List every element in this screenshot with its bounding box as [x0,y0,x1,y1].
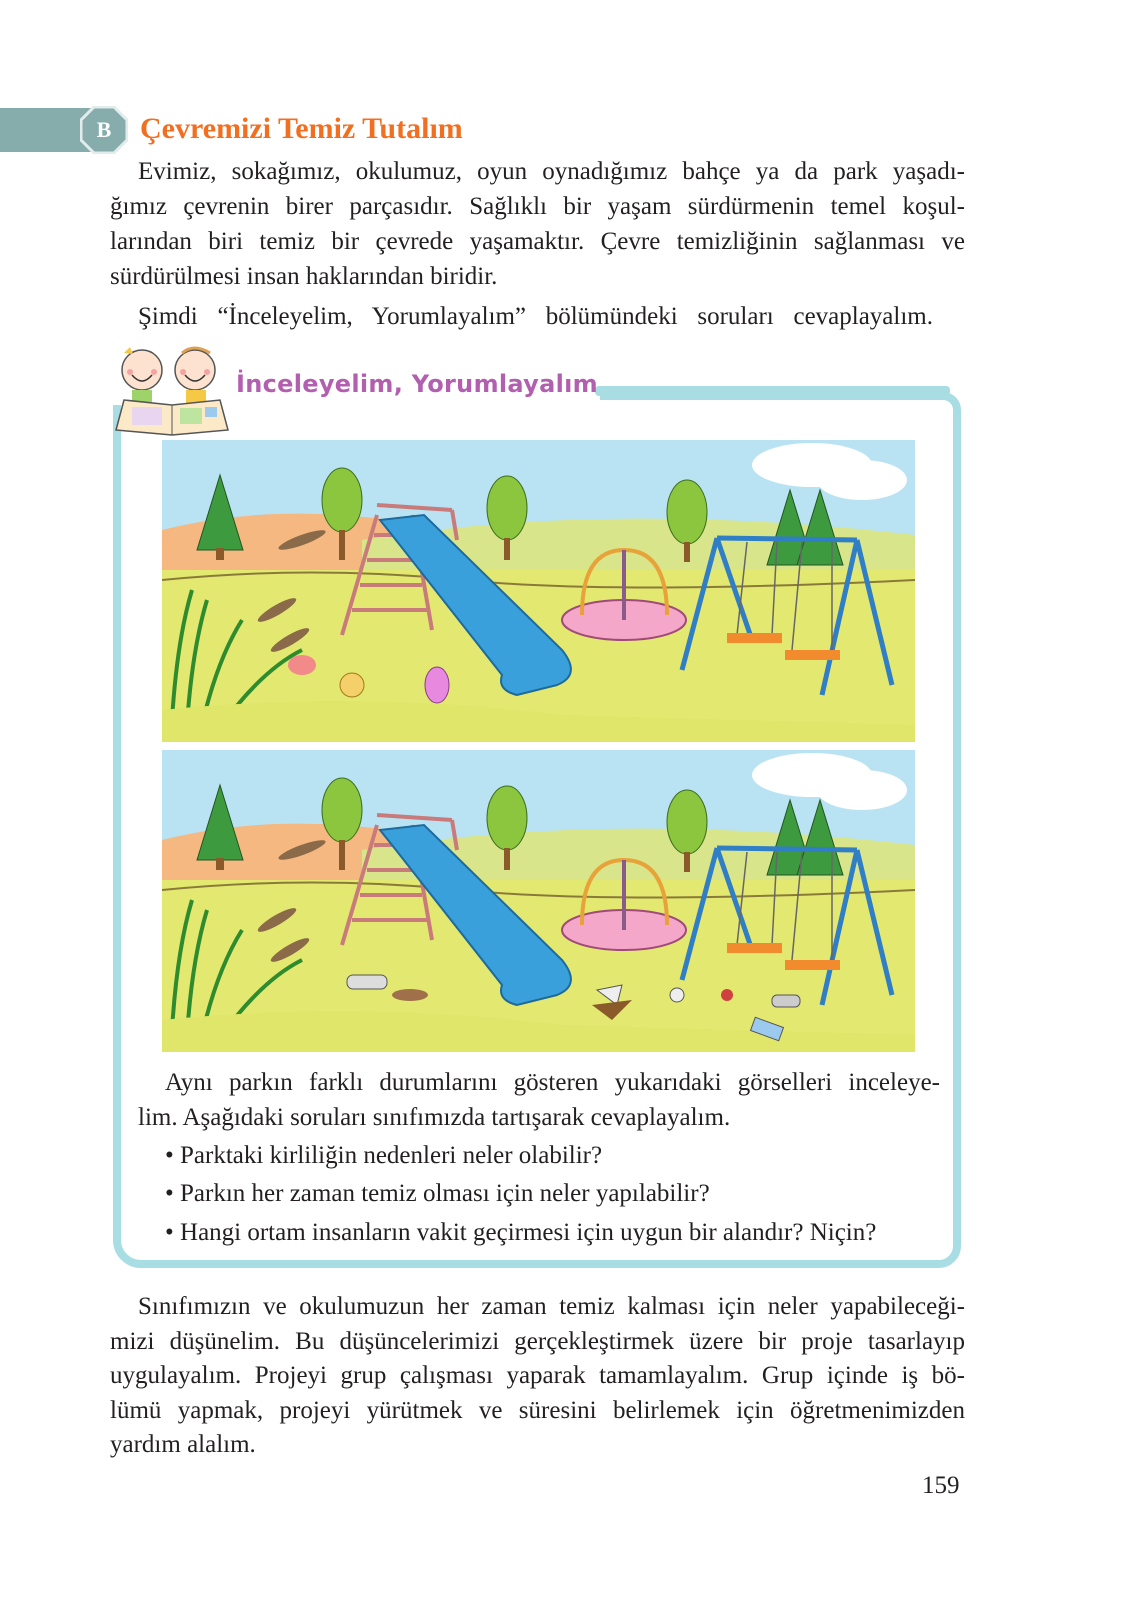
scene-shape [772,995,800,1007]
activity-title: İnceleyelim, Yorumlayalım [236,370,598,398]
section-badge [80,106,128,154]
scene-shape [339,530,345,560]
instruction-line: lim. Aşağıdaki soruları sınıfımızda tartışarak cevaplayalım. [138,1104,731,1131]
scene-shape [504,538,510,560]
swing-seat [785,960,840,970]
scene-shape [216,858,224,870]
scene-shape [288,655,316,675]
butterfly [288,655,316,675]
scene-shape [340,673,364,697]
intro-line: ğımız çevrenin birer parçasıdır. Sağlıklı bir yaşam sürdürmenin temel koşul- [110,193,965,220]
scene-shape [684,852,690,872]
intro-followup: Şimdi “İnceleyelim, Yorumlayalım” bölümündeki soruları cevaplayalım. [138,303,933,330]
scene-shape [487,786,527,850]
scene-shape [425,667,449,703]
bullet: • [165,1180,174,1207]
scene-shape [487,476,527,540]
scene-shape [322,468,362,532]
butterfly [425,667,449,703]
scene-shape [504,848,510,870]
scene-shape [717,538,857,540]
closing-line: yardım alalım. [110,1431,256,1458]
butterfly [340,673,364,697]
swing-seat [727,943,782,953]
question-text: Parkın her zaman temiz olması için neler yapılabilir? [180,1180,710,1207]
question-text: Hangi ortam insanların vakit geçirmesi için uygun bir alandır? Niçin? [180,1219,877,1246]
instruction-line: Aynı parkın farklı durumlarını gösteren yukarıdaki görselleri inceleye- [165,1069,940,1096]
title-underline [595,386,950,396]
scene-shape [684,542,690,562]
question-item [165,1215,876,1250]
question-item [165,1138,602,1173]
dirty-park-illustration [162,750,915,1052]
swing-seat [785,650,840,660]
scene-shape [322,778,362,842]
closing-line: mizi düşünelim. Bu düşüncelerimizi gerçekleştirmek üzere bir proje tasarlayıp [110,1328,965,1355]
bullet: • [165,1219,174,1246]
closing-line: lümü yapmak, projeyi yürütmek ve süresini belirlemek için öğretmenimizden [110,1397,965,1424]
scene-shape [670,988,684,1002]
bullet: • [165,1142,174,1169]
closing-line: Sınıfımızın ve okulumuzun her zaman temiz kalması için neler yapabileceği- [138,1293,965,1320]
question-item [165,1176,710,1211]
scene-shape [667,480,707,544]
scene-shape [347,975,387,989]
closing-line: uygulayalım. Projeyi grup çalışması yaparak tamamlayalım. Grup içinde iş bö- [110,1362,965,1389]
scene-shape [817,770,907,810]
scene-shape [817,460,907,500]
scene-shape [667,790,707,854]
intro-line: larından biri temiz bir çevrede yaşamaktır. Çevre temizliğinin sağlanması ve [110,228,965,255]
scene-shape [392,989,428,1001]
scene-shape [216,548,224,560]
clean-park-illustration [162,440,915,742]
page-number: 159 [922,1472,960,1499]
section-title: Çevremizi Temiz Tutalım [140,112,463,145]
intro-line: sürdürülmesi insan haklarından biridir. [110,263,498,290]
intro-line: Evimiz, sokağımız, okulumuz, oyun oynadığımız bahçe ya da park yaşadı- [138,158,965,185]
question-text: Parktaki kirliliğin nedenleri neler olabilir? [180,1142,603,1169]
children-reading-icon [110,345,235,440]
section-letter: B [96,117,112,142]
scene-shape [717,848,857,850]
scene-shape [339,840,345,870]
scene-shape [721,989,733,1001]
swing-seat [727,633,782,643]
